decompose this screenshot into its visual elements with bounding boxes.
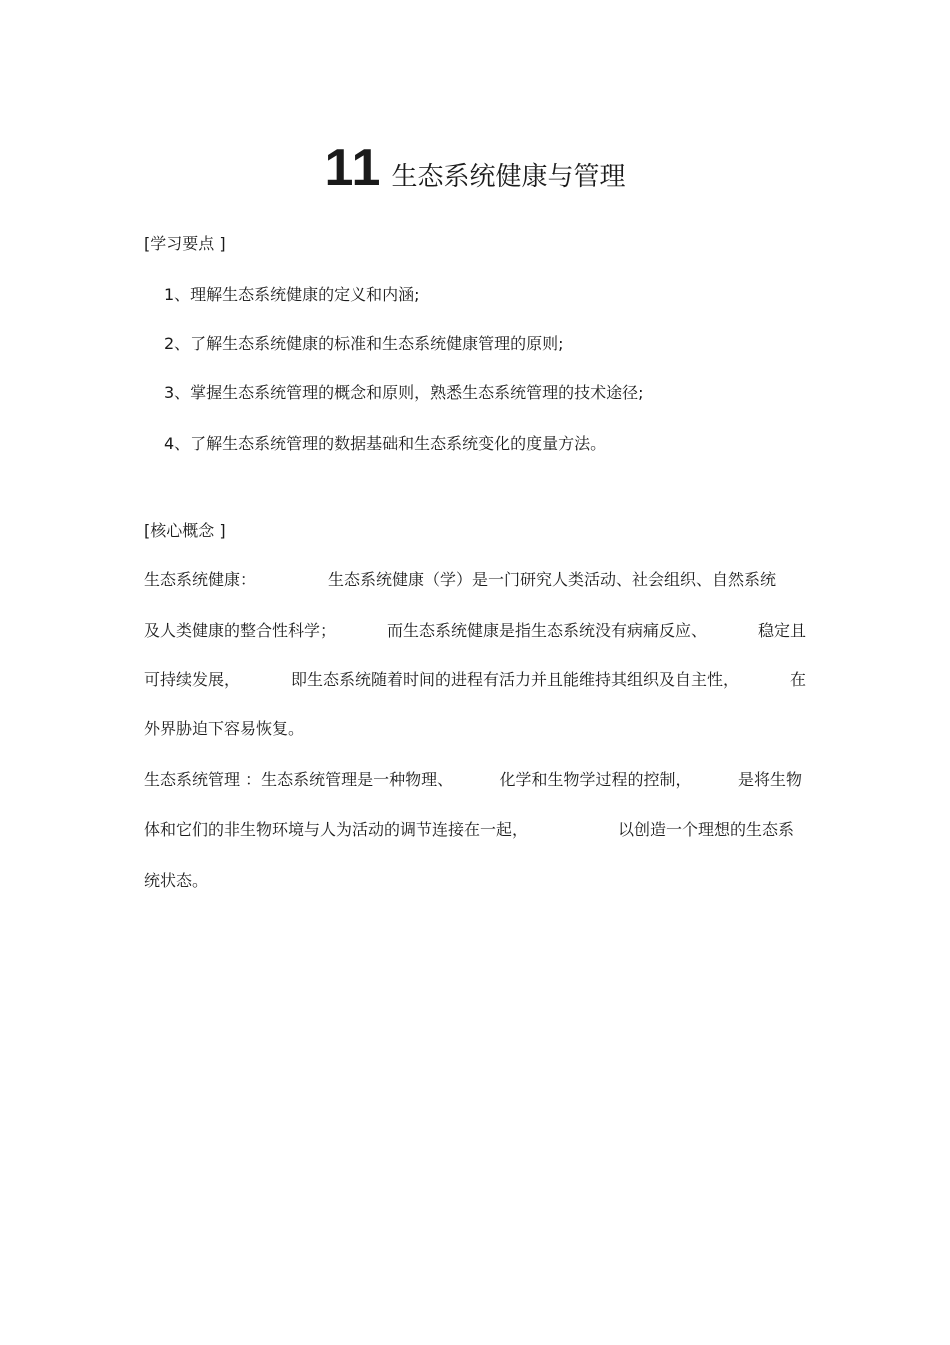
health-line-3	[144, 667, 806, 690]
health-line-1	[144, 567, 776, 590]
management-text: 统状态。	[144, 871, 209, 890]
management-line-1	[144, 767, 802, 790]
management-text: 以创造一个理想的生态系	[617, 820, 794, 839]
health-text: 稳定且	[757, 621, 806, 640]
health-text: 在	[789, 670, 806, 689]
learning-points-heading: [学习要点 ]	[144, 234, 226, 253]
health-text: 可持续发展，	[144, 670, 241, 689]
learning-point-4: 4、了解生态系统管理的数据基础和生态系统变化的度量方法。	[164, 434, 607, 453]
management-line-2	[144, 817, 794, 840]
core-concepts-heading: [核心概念 ]	[144, 521, 226, 540]
health-text: 生态系统健康（学）是一门研究人类活动、社会组织、自然系统	[327, 570, 776, 589]
health-text: 及人类健康的整合性科学；	[144, 621, 337, 640]
page-title	[0, 138, 950, 198]
management-text: 体和它们的非生物环境与人为活动的调节连接在一起，	[144, 820, 529, 839]
health-text: 即生态系统随着时间的进程有活力并且能维持其组织及自主性，	[290, 670, 739, 689]
health-line-2	[144, 618, 806, 641]
management-text: 化学和生物学过程的控制，	[499, 770, 692, 789]
chapter-title: 生态系统健康与管理	[391, 162, 626, 192]
learning-point-1: 1、理解生态系统健康的定义和内涵;	[164, 285, 420, 304]
chapter-number: 11	[324, 139, 382, 197]
management-line-3	[144, 868, 806, 891]
learning-point-2: 2、了解生态系统健康的标准和生态系统健康管理的原则;	[164, 334, 564, 353]
health-text: 而生态系统健康是指生态系统没有病痛反应、	[386, 621, 707, 640]
management-term: 生态系统管理 ：生态系统管理是一种物理、	[144, 770, 454, 789]
health-text: 外界胁迫下容易恢复。	[144, 719, 305, 738]
learning-point-3: 3、掌握生态系统管理的概念和原则，熟悉生态系统管理的技术途径;	[164, 383, 644, 402]
management-text: 是将生物	[737, 770, 802, 789]
health-line-4	[144, 716, 806, 739]
health-term: 生态系统健康：	[144, 570, 257, 589]
